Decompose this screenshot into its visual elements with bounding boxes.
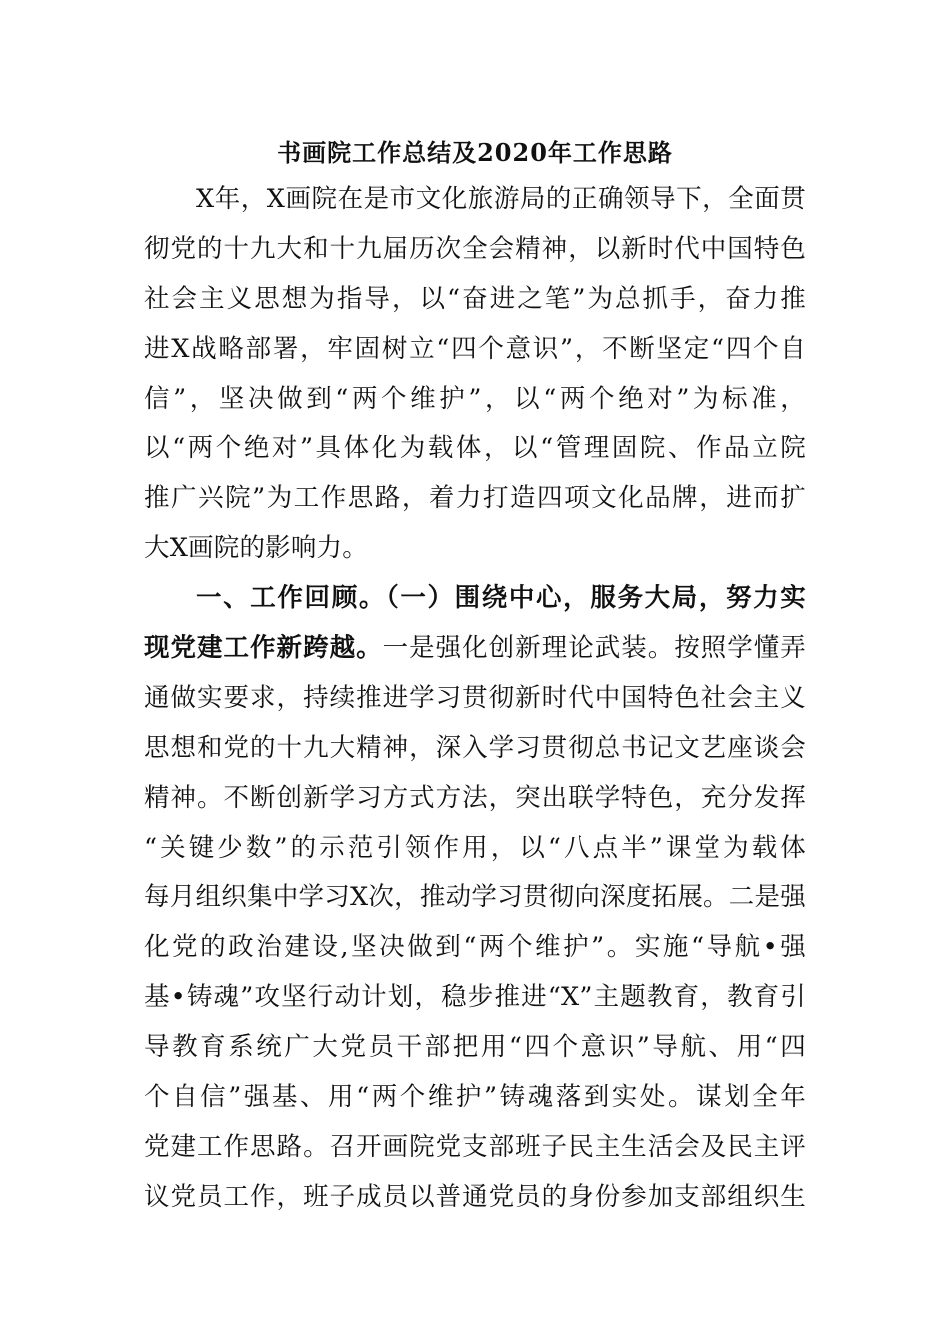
text-line: [144, 724, 806, 774]
document-title: 书画院工作总结及2020年工作思路: [277, 138, 673, 167]
text-run: 以“两个绝对”具体化为载体，以“管理固院、作品立院: [144, 433, 806, 464]
text-line: [144, 624, 806, 674]
text-line: [144, 1123, 806, 1173]
text-run: “关键少数”的示范引领作用，以“八点半”课堂为载体: [144, 832, 806, 863]
text-run: 一是强化创新理论武装。按照学懂弄: [382, 633, 806, 664]
text-run: 议党员工作，班子成员以普通党员的身份参加支部组织生: [144, 1181, 806, 1212]
text-line: [144, 424, 806, 474]
bold-text-run: 一、工作回顾。（一）围绕中心，服务大局，努力实: [196, 583, 806, 614]
text-line: [144, 225, 806, 275]
text-run: 社会主义思想为指导，以“奋进之笔”为总抓手，奋力推: [144, 283, 806, 314]
text-line: [144, 923, 806, 973]
text-line: [144, 175, 806, 225]
document-body: [144, 175, 806, 1223]
text-run: 进X战略部署，牢固树立“四个意识”，不断坚定“四个自: [144, 333, 806, 364]
text-line: [144, 275, 806, 325]
text-line: [144, 674, 806, 724]
text-line: [144, 1023, 806, 1073]
text-run: 基•铸魂”攻坚行动计划，稳步推进“X”主题教育，教育引: [144, 982, 806, 1013]
text-run: 党建工作思路。召开画院党支部班子民主生活会及民主评: [144, 1131, 806, 1162]
text-run: 每月组织集中学习X次，推动学习贯彻向深度拓展。二是强: [144, 882, 806, 913]
text-run: 导教育系统广大党员干部把用“四个意识”导航、用“四: [144, 1032, 806, 1063]
text-line: [144, 1073, 806, 1123]
text-line: [144, 474, 806, 524]
text-run: 大X画院的影响力。: [144, 533, 368, 564]
text-run: 思想和党的十九大精神，深入学习贯彻总书记文艺座谈会: [144, 732, 806, 763]
text-line: [144, 873, 806, 923]
text-line: [144, 824, 806, 874]
text-run: 通做实要求，持续推进学习贯彻新时代中国特色社会主义: [144, 682, 806, 713]
text-line: [144, 375, 806, 425]
text-line: [144, 1173, 806, 1223]
text-run: 精神。不断创新学习方式方法，突出联学特色，充分发挥: [144, 782, 806, 813]
text-line: [144, 973, 806, 1023]
text-line: [144, 524, 806, 574]
text-line: [144, 774, 806, 824]
text-run: 个自信”强基、用“两个维护”铸魂落到实处。谋划全年: [144, 1082, 806, 1113]
text-run: 彻党的十九大和十九届历次全会精神，以新时代中国特色: [144, 233, 806, 264]
text-line: [144, 574, 806, 624]
text-run: X年，X画院在是市文化旅游局的正确领导下，全面贯: [196, 184, 806, 214]
text-run: 化党的政治建设,坚决做到“两个维护”。实施“导航•强: [144, 932, 806, 963]
text-run: 信”，坚决做到“两个维护”，以“两个绝对”为标准，: [144, 383, 806, 414]
bold-text-run: 现党建工作新跨越。: [144, 633, 383, 664]
text-run: 推广兴院”为工作思路，着力打造四项文化品牌，进而扩: [144, 483, 806, 514]
text-line: [144, 325, 806, 375]
